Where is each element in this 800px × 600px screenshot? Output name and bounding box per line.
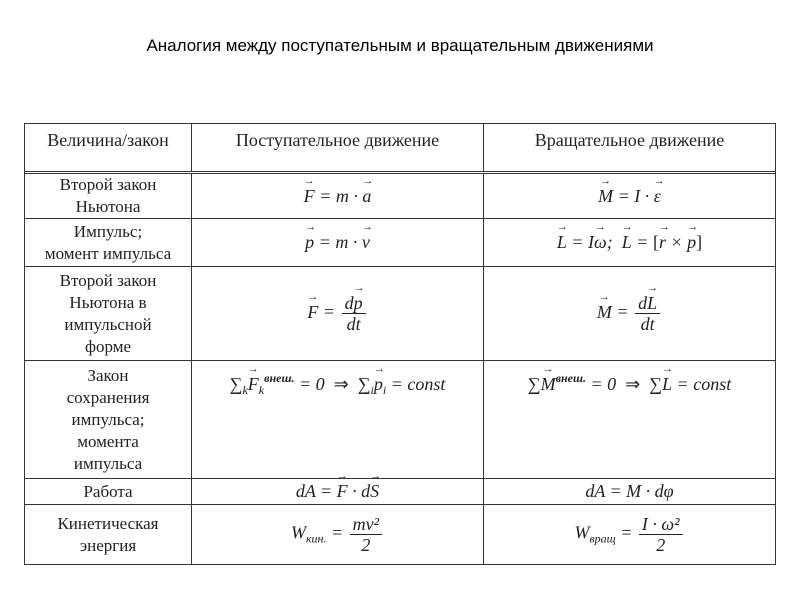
label-line: Ньютона xyxy=(75,197,141,216)
label-line: импульса; xyxy=(71,409,145,429)
formula: → L = I→ ω; → L = [→ r × → p] xyxy=(557,232,702,253)
label-line: Второй закон xyxy=(59,270,157,290)
label-line: Импульс; xyxy=(73,221,143,241)
translational-formula xyxy=(191,267,483,360)
label-line: Закон xyxy=(87,365,129,385)
translational-formula xyxy=(191,219,483,266)
table-row xyxy=(24,173,776,219)
rotational-formula xyxy=(483,505,775,564)
formula: → M = I · → ε xyxy=(598,186,661,207)
header-quantity: Величина/закон xyxy=(47,130,169,150)
header-rotational: Вращательное движение xyxy=(483,124,775,171)
row-label xyxy=(25,505,191,564)
formula: → F = m · → a xyxy=(304,186,372,207)
label-line: сохранения xyxy=(66,387,150,407)
formula: dA = M · dφ xyxy=(585,481,674,501)
row-label xyxy=(25,361,191,478)
label-line: энергия xyxy=(79,535,137,555)
label-line: Работа xyxy=(83,481,133,501)
formula: $\sum_k\to F_k^{внеш.} = 0$ ⇒ $\sum_i\to p_i$ = const xyxy=(230,371,446,398)
page-title: Аналогия между поступательным и вращательным движениями xyxy=(146,36,654,55)
row-label xyxy=(25,267,191,360)
table-row xyxy=(24,267,776,361)
formula: → p = m · → v xyxy=(305,232,370,253)
rotational-formula xyxy=(483,267,775,360)
translational-formula xyxy=(191,361,483,478)
translational-formula xyxy=(191,174,483,218)
formula: dA = → F · d→ S xyxy=(296,481,379,502)
row-label xyxy=(25,479,191,504)
table-row xyxy=(24,505,776,565)
row-label xyxy=(25,219,191,266)
formula: → F = $\frac{d\to p}{dt}$ xyxy=(307,293,367,334)
translational-formula xyxy=(191,505,483,564)
translational-formula xyxy=(191,479,483,504)
rotational-formula xyxy=(483,361,775,478)
label-line: импульсной xyxy=(64,314,152,334)
table-row xyxy=(24,361,776,479)
analogy-table xyxy=(24,123,776,565)
label-line: форме xyxy=(84,336,132,356)
row-label xyxy=(25,174,191,218)
label-line: импульса xyxy=(73,453,143,473)
table-header xyxy=(24,123,776,171)
label-line: момент импульса xyxy=(44,243,172,263)
header-translational: Поступательное движение xyxy=(191,124,483,171)
label-line: Кинетическая xyxy=(57,513,159,533)
rotational-formula xyxy=(483,479,775,504)
rotational-formula xyxy=(483,174,775,218)
table-row xyxy=(24,479,776,505)
label-line: Ньютона в xyxy=(69,292,147,312)
label-line: момента xyxy=(77,431,139,451)
rotational-formula xyxy=(483,219,775,266)
formula: $W_{вращ}$ = $\frac{\text{I · ω²}}{2}$ xyxy=(574,514,684,555)
formula: → M = $\frac{d\to L}{dt}$ xyxy=(597,293,662,334)
formula: $W_{кин.}$ = $\frac{\text{mv²}}{2}$ xyxy=(291,514,384,555)
table-row xyxy=(24,219,776,267)
formula: ∑→ $M^{внеш.} = 0$ ⇒ ∑→ L = const xyxy=(528,371,731,395)
label-line: Второй закон xyxy=(59,175,157,194)
